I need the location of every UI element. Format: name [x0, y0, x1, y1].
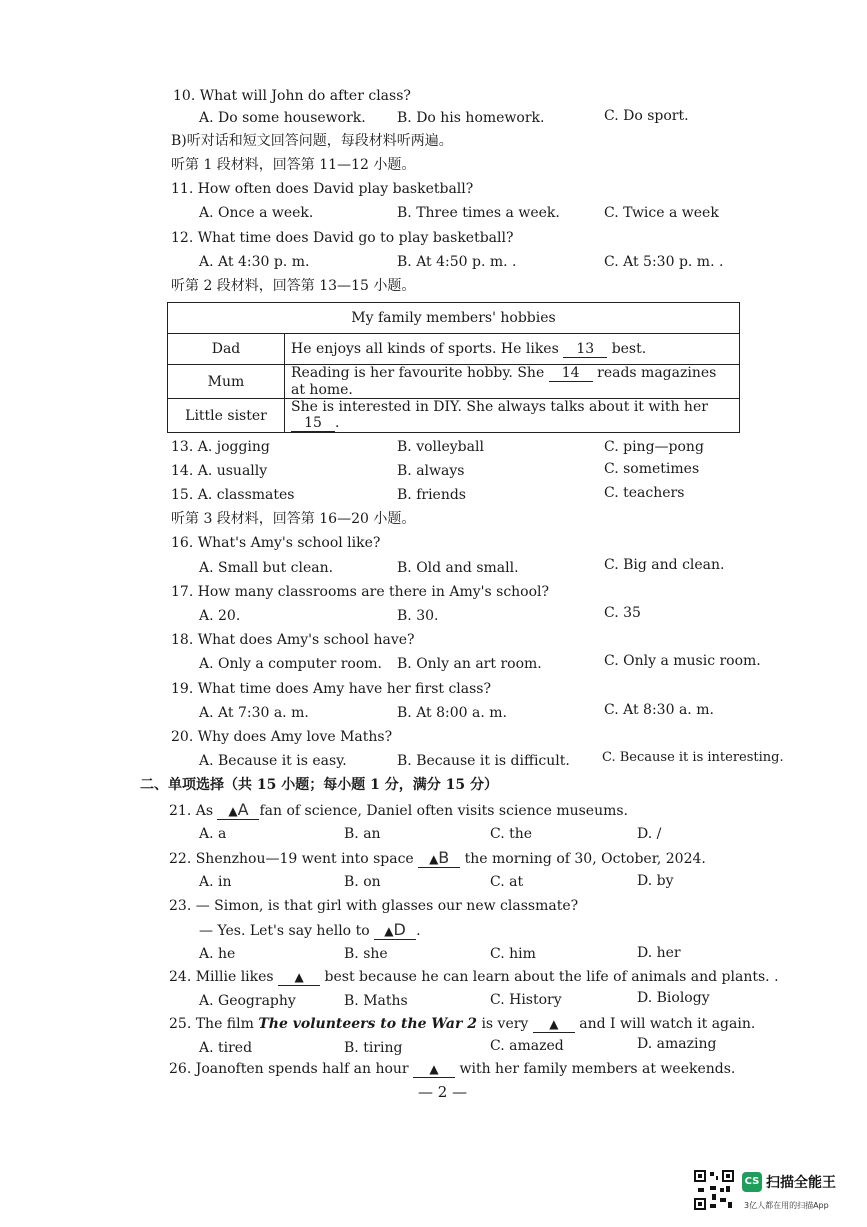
triangle-icon: ▲ — [429, 1062, 439, 1076]
question-25-stem: 25. The film The volunteers to the War 2 is very ▲ and I will watch it again. — [169, 1016, 756, 1032]
q25-option-d: D. amazing — [637, 1036, 717, 1052]
row-text-dad: He enjoys all kinds of sports. He likes 13 best. — [285, 334, 740, 365]
question-16-stem: 16. What's Amy's school like? — [171, 535, 381, 551]
row-label-dad: Dad — [168, 334, 285, 365]
q11-option-c: C. Twice a week — [604, 205, 719, 221]
blank-13: 13 — [563, 341, 607, 358]
question-12-stem: 12. What time does David go to play basketball? — [171, 230, 514, 246]
q20-option-b: B. Because it is difficult. — [397, 753, 570, 769]
q17-option-a: A. 20. — [199, 608, 241, 624]
q21-option-c: C. the — [490, 826, 533, 842]
q22-option-d: D. by — [637, 873, 674, 889]
q21-option-d: D. / — [637, 826, 662, 842]
handwritten-answer: A — [237, 800, 249, 819]
q16-option-c: C. Big and clean. — [604, 557, 725, 573]
section-2-title: 二、单项选择（共 15 小题；每小题 1 分，满分 15 分） — [140, 777, 498, 793]
question-20-stem: 20. Why does Amy love Maths? — [171, 729, 393, 745]
q11-option-b: B. Three times a week. — [397, 205, 560, 221]
q23-option-b: B. she — [344, 946, 388, 962]
q14-option-a: 14. A. usually — [171, 463, 268, 479]
q16-option-b: B. Old and small. — [397, 560, 519, 576]
scanner-tagline: 3亿人都在用的扫描App — [744, 1201, 829, 1210]
scanner-brand-name: 扫描全能王 — [766, 1175, 836, 1191]
q15-option-a: 15. A. classmates — [171, 487, 295, 503]
question-26-stem: 26. Joanoften spends half an hour ▲ with her family members at weekends. — [169, 1061, 736, 1077]
triangle-icon: ▲ — [228, 804, 238, 818]
passage-3-instruction: 听第 3 段材料，回答第 16—20 小题。 — [171, 511, 416, 527]
blank-14: 14 — [549, 365, 593, 382]
question-24-stem: 24. Millie likes ▲ best because he can learn about the life of animals and plants. . — [169, 969, 779, 985]
table-title-row — [168, 303, 740, 334]
triangle-icon: ▲ — [429, 852, 439, 866]
question-23-line-2: — Yes. Let's say hello to ▲D . — [199, 920, 421, 939]
q23-option-d: D. her — [637, 945, 681, 961]
film-title: The volunteers to the War 2 — [258, 1016, 477, 1032]
hobbies-table — [167, 302, 740, 433]
q24-option-d: D. Biology — [637, 990, 710, 1006]
triangle-icon: ▲ — [549, 1017, 559, 1031]
handwritten-answer: D — [393, 920, 406, 939]
row-text-mum: Reading is her favourite hobby. She 14 reads magazines at home. — [285, 365, 740, 399]
q13-option-c: C. ping—pong — [604, 439, 704, 455]
answer-blank — [374, 922, 416, 940]
page-number: — 2 — — [418, 1083, 468, 1101]
row-label-mum: Mum — [168, 365, 285, 399]
q25-option-c: C. amazed — [490, 1038, 564, 1054]
table-row — [168, 399, 740, 433]
q21-option-a: A. a — [199, 826, 227, 842]
q10-option-c: C. Do sport. — [604, 108, 689, 124]
question-19-stem: 19. What time does Amy have her first class? — [171, 681, 491, 697]
q14-option-b: B. always — [397, 463, 465, 479]
answer-blank — [413, 1061, 455, 1078]
triangle-icon: ▲ — [384, 924, 394, 938]
question-21-stem: 21. As ▲A fan of science, Daniel often visits science museums. — [169, 800, 629, 819]
q24-option-b: B. Maths — [344, 993, 408, 1009]
answer-blank — [533, 1016, 575, 1033]
q10-option-a: A. Do some housework. — [199, 110, 366, 126]
qr-code-icon — [694, 1170, 734, 1210]
q19-option-c: C. At 8:30 a. m. — [604, 702, 714, 718]
table-row — [168, 334, 740, 365]
q11-option-a: A. Once a week. — [199, 205, 314, 221]
answer-blank — [278, 969, 320, 986]
q24-option-c: C. History — [490, 992, 562, 1008]
q13-option-a: 13. A. jogging — [171, 439, 270, 455]
triangle-icon: ▲ — [294, 970, 304, 984]
q18-option-c: C. Only a music room. — [604, 653, 761, 669]
q19-option-b: B. At 8:00 a. m. — [397, 705, 507, 721]
q16-option-a: A. Small but clean. — [199, 560, 334, 576]
table-row — [168, 365, 740, 399]
q23-option-a: A. he — [199, 946, 236, 962]
q22-option-c: C. at — [490, 874, 524, 890]
q20-option-c: C. Because it is interesting. — [602, 750, 784, 765]
scanner-watermark — [694, 1170, 854, 1215]
q15-option-b: B. friends — [397, 487, 466, 503]
row-text-little-sister: She is interested in DIY. She always talks about it with her 15 . — [285, 399, 740, 433]
q19-option-a: A. At 7:30 a. m. — [199, 705, 309, 721]
q12-option-a: A. At 4:30 p. m. — [199, 254, 310, 270]
row-label-little-sister: Little sister — [168, 399, 285, 433]
camscanner-logo-icon: CS — [742, 1172, 762, 1192]
question-23-line-1: 23. — Simon, is that girl with glasses our new classmate? — [169, 898, 579, 914]
blank-15: 15 — [291, 415, 335, 432]
section-b-instruction: B)听对话和短文回答问题，每段材料听两遍。 — [171, 133, 453, 149]
passage-2-instruction: 听第 2 段材料，回答第 13—15 小题。 — [171, 278, 416, 294]
q22-option-b: B. on — [344, 874, 381, 890]
q22-option-a: A. in — [199, 874, 232, 890]
table-title: My family members' hobbies — [168, 303, 740, 334]
q25-option-a: A. tired — [199, 1040, 253, 1056]
question-17-stem: 17. How many classrooms are there in Amy's school? — [171, 584, 550, 600]
passage-1-instruction: 听第 1 段材料，回答第 11—12 小题。 — [171, 157, 416, 173]
question-18-stem: 18. What does Amy's school have? — [171, 632, 415, 648]
q18-option-b: B. Only an art room. — [397, 656, 542, 672]
q10-option-b: B. Do his homework. — [397, 110, 545, 126]
q14-option-c: C. sometimes — [604, 461, 700, 477]
q25-option-b: B. tiring — [344, 1040, 403, 1056]
q18-option-a: A. Only a computer room. — [199, 656, 382, 672]
q17-option-c: C. 35 — [604, 605, 641, 621]
q12-option-c: C. At 5:30 p. m. . — [604, 254, 724, 270]
q13-option-b: B. volleyball — [397, 439, 484, 455]
question-11-stem: 11. How often does David play basketball? — [171, 181, 474, 197]
q17-option-b: B. 30. — [397, 608, 439, 624]
question-10-stem: 10. What will John do after class? — [173, 88, 411, 104]
q24-option-a: A. Geography — [199, 993, 296, 1009]
q23-option-c: C. him — [490, 946, 536, 962]
question-22-stem: 22. Shenzhou—19 went into space ▲B the morning of 30, October, 2024. — [169, 848, 706, 867]
q15-option-c: C. teachers — [604, 485, 685, 501]
answer-blank — [217, 802, 259, 820]
handwritten-answer: B — [438, 848, 450, 867]
q20-option-a: A. Because it is easy. — [199, 753, 347, 769]
q21-option-b: B. an — [344, 826, 381, 842]
q12-option-b: B. At 4:50 p. m. . — [397, 254, 517, 270]
answer-blank — [418, 850, 460, 868]
